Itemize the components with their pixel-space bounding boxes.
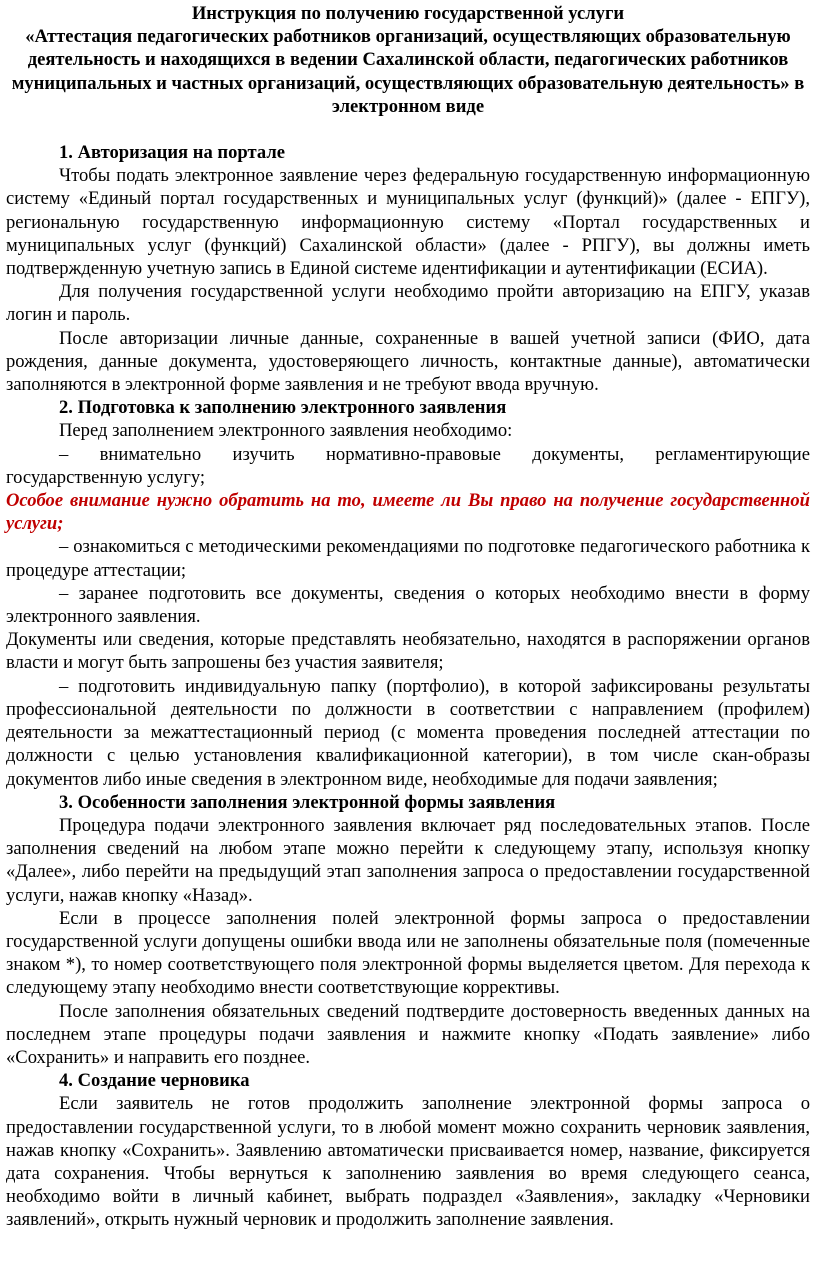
attention-note: Особое внимание нужно обратить на то, имеете ли Вы право на получение государственной услуги; <box>6 490 810 535</box>
document-title <box>6 2 810 118</box>
paragraph: Для получения государственной услуги необходимо пройти авторизацию на ЕПГУ, указав логин и пароль. <box>6 281 810 326</box>
list-item: – заранее подготовить все документы, сведения о которых необходимо внести в форму электронного заявления. <box>6 582 810 628</box>
list-item: – ознакомиться с методическими рекомендациями по подготовке педагогического работника к процедуре аттестации; <box>6 536 810 581</box>
paragraph: Если в процессе заполнения полей электронной формы запроса о предоставлении государственной услуги допущены ошибки ввода или не заполнены обязательные поля (помеченные знаком *), то номер соответствующего поля электронной формы выделяется цветом. Для перехода к следующему этапу необходимо внести соответствующие коррективы. <box>6 907 810 999</box>
paragraph: После авторизации личные данные, сохраненные в вашей учетной записи (ФИО, дата рождения, данные документа, удостоверяющего личность, контактные данные), автоматически заполняются в электронной форме заявления и не требуют ввода вручную. <box>6 327 810 396</box>
section-heading-draft: 4. Создание черновика <box>59 1070 250 1092</box>
paragraph: Чтобы подать электронное заявление через федеральную государственную информационную систему «Единый портал государственных и муниципальных услуг (функций)» (далее - ЕПГУ), региональную государственную информационную систему «Портал государственных и муниципальных услуг (функций) Сахалинской области» (далее - РПГУ), вы должны иметь подтвержденную учетную запись в Единой системе идентификации и аутентификации (ЕСИА). <box>6 165 810 280</box>
paragraph: Процедура подачи электронного заявления включает ряд последовательных этапов. После заполнения сведений на любом этапе можно перейти к следующему этапу, используя кнопку «Далее», либо перейти на предыдущий этап заполнения запроса о предоставлении государственной услуги, нажав кнопку «Назад». <box>6 814 810 906</box>
section-heading-authorization: 1. Авторизация на портале <box>59 142 286 164</box>
paragraph: Если заявитель не готов продолжить заполнение электронной формы запроса о предоставлении государственной услуги, то в любой момент можно сохранить черновик заявления, нажав кнопку «Сохранить». Заявлению автоматически присваивается номер, название, фиксируется дата сохранения. Чтобы вернуться к заполнению заявления во время следующего сеанса, необходимо войти в личный кабинет, выбрать подраздел «Заявления», закладку «Черновики заявлений», открыть нужный черновик и продолжить заполнение заявления. <box>6 1093 810 1231</box>
paragraph: После заполнения обязательных сведений подтвердите достоверность введенных данных на последнем этапе процедуры подачи заявления и нажмите кнопку «Подать заявление» либо «Сохранить» и направить его позднее. <box>6 1000 810 1068</box>
section-heading-form-filling: 3. Особенности заполнения электронной формы заявления <box>59 791 556 813</box>
paragraph: Документы или сведения, которые представлять необязательно, находятся в распоряжении органов власти и могут быть запрошены без участия заявителя; <box>6 629 810 674</box>
list-item: – подготовить индивидуальную папку (портфолио), в которой зафиксированы результаты профессиональной деятельности по должности в соответствии с направлением (профилем) деятельности за межаттестационный период (с момента проведения последней аттестации по должности с целью установления квалификационной категории), в том числе скан-образы документов либо иные сведения в электронном виде, необходимые для подачи заявления; <box>6 675 810 790</box>
title-line: «Аттестация педагогических работников организаций, осуществляющих образовательную деятельность и находящихся в ведении Сахалинской области, педагогических работников муниципальных и частных организаций, осуществляющих образовательную деятельность» в электронном виде <box>11 26 805 117</box>
title-line: Инструкция по получению государственной услуги <box>191 3 625 24</box>
list-item: – внимательно изучить нормативно-правовые документы, регламентирующие государственную услугу; <box>6 443 810 488</box>
section-heading-preparation: 2. Подготовка к заполнению электронного заявления <box>59 397 507 419</box>
paragraph: Перед заполнением электронного заявления необходимо: <box>59 420 513 442</box>
document-body <box>6 2 810 1232</box>
